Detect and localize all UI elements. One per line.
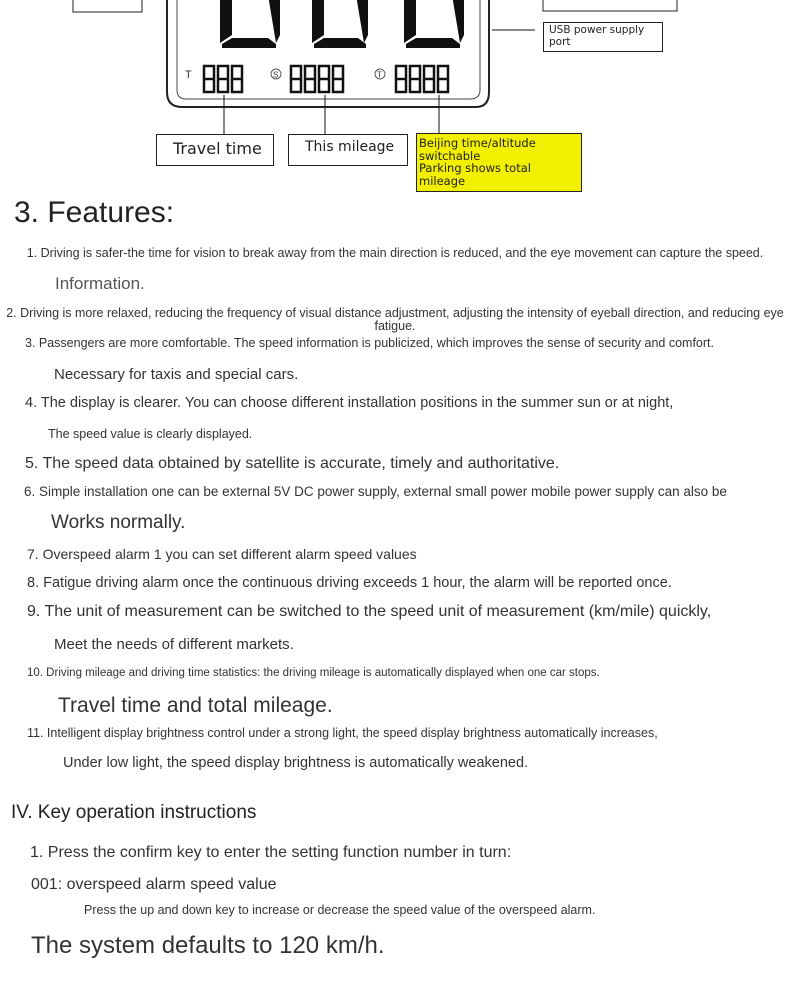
beijing-time-label-box xyxy=(416,133,582,192)
features-heading: 3. Features: xyxy=(14,196,175,229)
feature-line: Works normally. xyxy=(51,512,186,533)
hud-display-diagram xyxy=(0,0,790,200)
instruction-line: Press the up and down key to increase or decrease the speed value of the overspeed alarm. xyxy=(84,903,596,917)
cut-off-label-box-right xyxy=(543,0,677,11)
beijing-time-label: Beijing time/altitude switchable xyxy=(419,136,536,163)
instruction-line: 1. Press the confirm key to enter the setting function number in turn: xyxy=(30,844,512,861)
large-speed-digits xyxy=(220,0,464,48)
feature-line: 9. The unit of measurement can be switched to the speed unit of measurement (km/mile) quickly, xyxy=(27,603,712,620)
instruction-line: The system defaults to 120 km/h. xyxy=(31,932,385,959)
feature-line: Meet the needs of different markets. xyxy=(54,636,294,653)
small-segment-digits xyxy=(204,66,448,92)
feature-line: 5. The speed data obtained by satellite is accurate, timely and authoritative. xyxy=(25,455,560,472)
feature-line: 11. Intelligent display brightness control under a strong light, the speed display brightness automatically increases, xyxy=(27,726,658,740)
feature-line: 8. Fatigue driving alarm once the continuous driving exceeds 1 hour, the alarm will be reported once. xyxy=(27,575,672,591)
travel-time-label: Travel time xyxy=(156,134,274,166)
feature-line: 4. The display is clearer. You can choose different installation positions in the summer sun or at night, xyxy=(25,395,674,411)
indicator-t2: T xyxy=(377,70,382,80)
feature-line: 3. Passengers are more comfortable. The speed information is publicized, which improves the sense of security and comfort. xyxy=(25,336,714,350)
feature-line: 10. Driving mileage and driving time statistics: the driving mileage is automatically displayed when one car stops. xyxy=(27,667,600,679)
this-mileage-label: This mileage xyxy=(288,134,408,166)
indicator-t: T xyxy=(185,69,192,81)
usb-power-supply-label: USB power supply port xyxy=(543,22,663,52)
cut-off-label-box-left xyxy=(73,0,142,12)
feature-line: 6. Simple installation one can be external 5V DC power supply, external small power mobile power supply can also be xyxy=(24,484,727,499)
instruction-line: 001: overspeed alarm speed value xyxy=(31,876,277,893)
parking-total-label: Parking shows total mileage xyxy=(419,161,531,188)
feature-line: 7. Overspeed alarm 1 you can set different alarm speed values xyxy=(27,546,417,562)
feature-line: Under low light, the speed display brightness is automatically weakened. xyxy=(63,755,529,771)
feature-line: Necessary for taxis and special cars. xyxy=(54,366,299,383)
indicator-s: S xyxy=(273,70,279,80)
feature-line: Information. xyxy=(55,274,145,293)
feature-line: 2. Driving is more relaxed, reducing the frequency of visual distance adjustment, adjusting the intensity of eyeball direction, and reducing eye fatigue. xyxy=(6,306,784,334)
feature-line: Travel time and total mileage. xyxy=(58,694,333,717)
feature-line: 1. Driving is safer-the time for vision to break away from the main direction is reduced, and the eye movement can capture the speed. xyxy=(26,246,764,260)
feature-line: The speed value is clearly displayed. xyxy=(48,427,253,441)
instructions-heading: IV. Key operation instructions xyxy=(11,802,257,823)
